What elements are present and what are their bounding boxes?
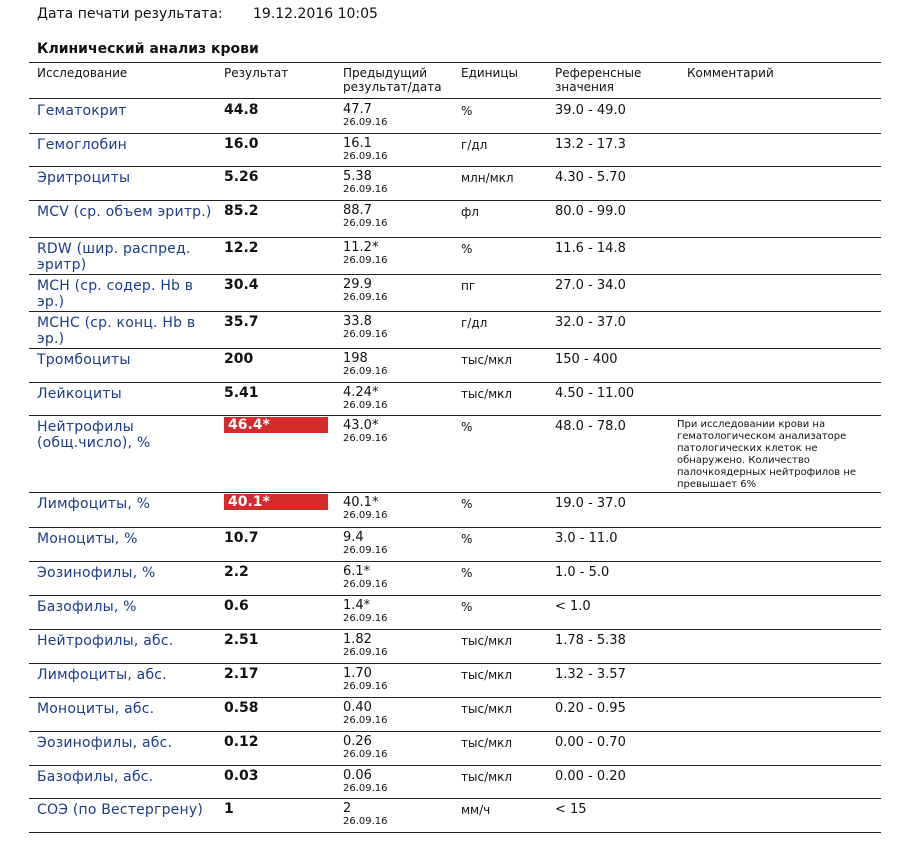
previous-date: 26.09.16 [343, 292, 388, 303]
result-value-flagged: 46.4* [224, 417, 328, 433]
previous-date: 26.09.16 [343, 647, 388, 658]
table-row [0, 348, 906, 382]
units: пг [461, 279, 476, 293]
print-date-line [37, 6, 378, 22]
reference-range: 0.20 - 0.95 [555, 701, 626, 716]
result-value: 16.0 [224, 136, 259, 152]
units: % [461, 242, 473, 256]
reference-range: 3.0 - 11.0 [555, 531, 618, 546]
test-name: Эозинофилы, % [37, 565, 156, 581]
previous-result: 1.82 [343, 632, 372, 647]
previous-result: 16.1 [343, 136, 372, 151]
units: тыс/мкл [461, 770, 513, 784]
result-value: 0.6 [224, 598, 249, 614]
header-units: Единицы [461, 66, 518, 80]
previous-date: 26.09.16 [343, 816, 388, 827]
reference-range: 39.0 - 49.0 [555, 103, 626, 118]
previous-result: 1.70 [343, 666, 372, 681]
test-name: Эозинофилы, абс. [37, 735, 173, 751]
previous-date: 26.09.16 [343, 433, 388, 444]
previous-date: 26.09.16 [343, 749, 388, 760]
previous-date: 26.09.16 [343, 255, 388, 266]
table-row [0, 237, 906, 274]
result-value: 0.58 [224, 700, 259, 716]
result-value: 2.17 [224, 666, 259, 682]
result-value: 2.51 [224, 632, 259, 648]
reference-range: 1.0 - 5.0 [555, 565, 610, 580]
result-value: 12.2 [224, 240, 259, 256]
units: % [461, 104, 473, 118]
previous-date: 26.09.16 [343, 545, 388, 556]
reference-range: 27.0 - 34.0 [555, 278, 626, 293]
previous-date: 26.09.16 [343, 366, 388, 377]
previous-result: 40.1* [343, 495, 379, 510]
previous-result: 2 [343, 801, 352, 816]
table-row [0, 200, 906, 237]
previous-result: 11.2* [343, 240, 379, 255]
reference-range: 150 - 400 [555, 352, 618, 367]
result-value: 44.8 [224, 102, 259, 118]
table-row [0, 492, 906, 527]
test-name: Базофилы, % [37, 599, 137, 615]
previous-result: 43.0* [343, 418, 379, 433]
units: тыс/мкл [461, 736, 513, 750]
units: тыс/мкл [461, 353, 513, 367]
reference-range: 80.0 - 99.0 [555, 204, 626, 219]
reference-range: 48.0 - 78.0 [555, 419, 626, 434]
header-previous: Предыдущий результат/дата [343, 66, 442, 94]
table-row [0, 274, 906, 311]
table-row [0, 798, 906, 832]
test-name: Базофилы, абс. [37, 769, 154, 785]
units: % [461, 532, 473, 546]
previous-date: 26.09.16 [343, 151, 388, 162]
previous-result: 0.26 [343, 734, 372, 749]
previous-date: 26.09.16 [343, 579, 388, 590]
units: % [461, 420, 473, 434]
units: тыс/мкл [461, 702, 513, 716]
table-row [0, 595, 906, 629]
reference-range: 4.50 - 11.00 [555, 386, 635, 401]
test-name: Моноциты, абс. [37, 701, 155, 717]
reference-range: < 1.0 [555, 599, 591, 614]
test-name: Лимфоциты, абс. [37, 667, 167, 683]
test-name: MCHC (ср. конц. Hb в эр.) [37, 315, 196, 347]
reference-range: 32.0 - 37.0 [555, 315, 626, 330]
reference-range: 0.00 - 0.20 [555, 769, 626, 784]
units: г/дл [461, 316, 488, 330]
result-value: 10.7 [224, 530, 259, 546]
previous-result: 6.1* [343, 564, 371, 579]
table-row [0, 629, 906, 663]
test-name: MCH (ср. содер. Hb в эр.) [37, 278, 194, 310]
table-row [0, 527, 906, 561]
previous-date: 26.09.16 [343, 715, 388, 726]
previous-date: 26.09.16 [343, 218, 388, 229]
test-name: Нейтрофилы (общ.число), % [37, 419, 151, 451]
reference-range: 0.00 - 0.70 [555, 735, 626, 750]
test-name: Тромбоциты [37, 352, 131, 368]
units: г/дл [461, 138, 488, 152]
test-name: Нейтрофилы, абс. [37, 633, 174, 649]
previous-date: 26.09.16 [343, 184, 388, 195]
test-name: СОЭ (по Вестергрену) [37, 802, 203, 818]
previous-result: 0.06 [343, 768, 372, 783]
result-value: 5.41 [224, 385, 259, 401]
result-value-flagged: 40.1* [224, 494, 328, 510]
previous-result: 33.8 [343, 314, 372, 329]
units: млн/мкл [461, 171, 514, 185]
reference-range: 19.0 - 37.0 [555, 496, 626, 511]
previous-result: 198 [343, 351, 368, 366]
row-divider [29, 832, 881, 833]
units: % [461, 600, 473, 614]
previous-result: 4.24* [343, 385, 379, 400]
table-row [0, 382, 906, 415]
units: % [461, 497, 473, 511]
reference-range: 13.2 - 17.3 [555, 137, 626, 152]
test-name: MCV (ср. объем эритр.) [37, 204, 212, 220]
test-name: Эритроциты [37, 170, 131, 186]
reference-range: 11.6 - 14.8 [555, 241, 626, 256]
units: тыс/мкл [461, 668, 513, 682]
result-value: 2.2 [224, 564, 249, 580]
table-row [0, 166, 906, 200]
previous-result: 29.9 [343, 277, 372, 292]
result-value: 0.03 [224, 768, 259, 784]
section-title: Клинический анализ крови [37, 41, 259, 57]
previous-date: 26.09.16 [343, 613, 388, 624]
previous-date: 26.09.16 [343, 681, 388, 692]
result-value: 30.4 [224, 277, 259, 293]
result-value: 0.12 [224, 734, 259, 750]
table-row [0, 99, 906, 133]
print-date-value: 19.12.2016 10:05 [253, 6, 378, 22]
reference-range: 4.30 - 5.70 [555, 170, 626, 185]
previous-result: 0.40 [343, 700, 372, 715]
table-row [0, 731, 906, 765]
table-row [0, 697, 906, 731]
units: мм/ч [461, 803, 491, 817]
table-row [0, 415, 906, 492]
table-row [0, 663, 906, 697]
result-value: 35.7 [224, 314, 259, 330]
previous-result: 47.7 [343, 102, 372, 117]
previous-result: 1.4* [343, 598, 371, 613]
result-value: 1 [224, 801, 234, 817]
table-row [0, 133, 906, 166]
header-test: Исследование [37, 66, 128, 80]
test-name: Гемоглобин [37, 137, 128, 153]
previous-date: 26.09.16 [343, 510, 388, 521]
previous-date: 26.09.16 [343, 117, 388, 128]
previous-result: 9.4 [343, 530, 364, 545]
units: % [461, 566, 473, 580]
header-comment: Комментарий [687, 66, 774, 80]
result-value: 200 [224, 351, 254, 367]
table-row [0, 311, 906, 348]
test-name: Гематокрит [37, 103, 127, 119]
print-date-label: Дата печати результата: [37, 6, 223, 22]
test-name: Моноциты, % [37, 531, 138, 547]
test-name: Лейкоциты [37, 386, 122, 402]
previous-date: 26.09.16 [343, 783, 388, 794]
reference-range: < 15 [555, 802, 587, 817]
units: тыс/мкл [461, 634, 513, 648]
test-name: RDW (шир. распред. эритр) [37, 241, 191, 273]
previous-result: 88.7 [343, 203, 372, 218]
units: тыс/мкл [461, 387, 513, 401]
previous-result: 5.38 [343, 169, 372, 184]
table-row [0, 561, 906, 595]
table-header [0, 63, 906, 99]
result-value: 5.26 [224, 169, 259, 185]
previous-date: 26.09.16 [343, 329, 388, 340]
table-row [0, 765, 906, 798]
header-result: Результат [224, 66, 289, 80]
comment: При исследовании крови на гематологическом анализаторе патологических клеток не обнаружено. Количество палочкоядерных нейтрофилов не превышает 6% [677, 419, 857, 490]
test-name: Лимфоциты, % [37, 496, 151, 512]
previous-date: 26.09.16 [343, 400, 388, 411]
header-reference: Референсные значения [555, 66, 642, 94]
reference-range: 1.32 - 3.57 [555, 667, 626, 682]
units: фл [461, 205, 479, 219]
result-value: 85.2 [224, 203, 259, 219]
reference-range: 1.78 - 5.38 [555, 633, 626, 648]
